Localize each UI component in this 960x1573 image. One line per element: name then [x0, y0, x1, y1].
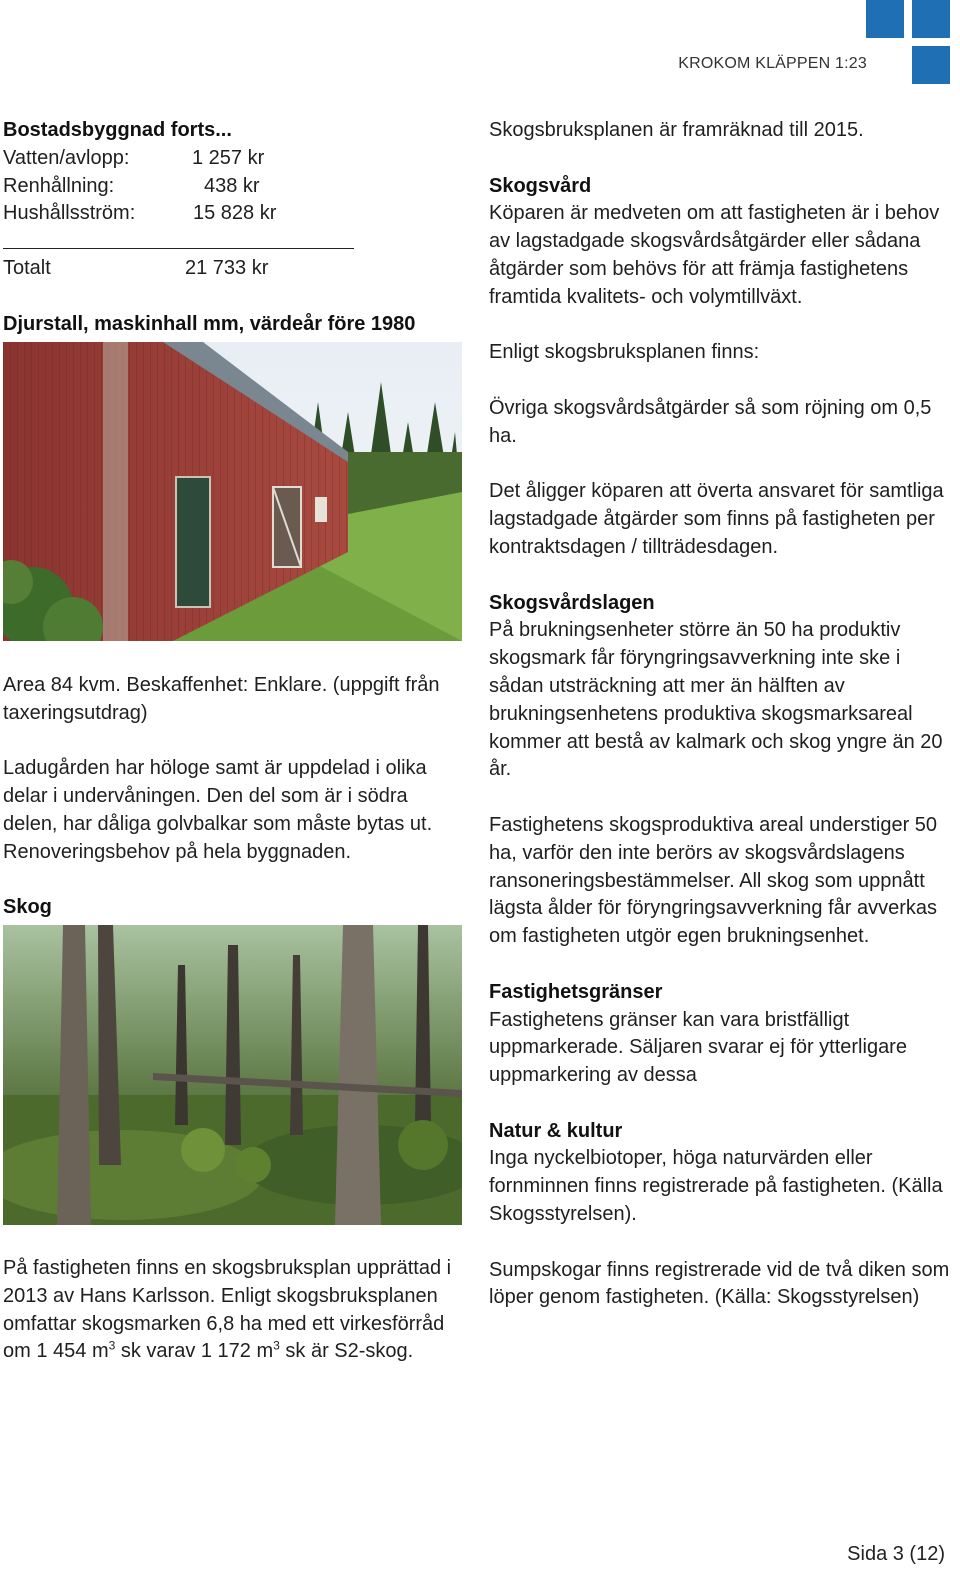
costs-block [3, 117, 463, 228]
total-divider [3, 248, 354, 249]
section-title: Bostadsbyggnad forts... [3, 119, 232, 141]
page-number: Sida 3 (12) [847, 1543, 945, 1565]
plan-contains-text: Enligt skogsbruksplanen finns: [489, 341, 760, 364]
law-text-2: Fastighetens skogsproduktiva areal understiger 50 ha, varför den inte berörs av skogsvårdslagens ransoneringsbestämmelser. All skog som uppnått lägsta ålder för föryngringsavverkning får avverkas om fastigheten utgör egen brukningsenhet. [489, 813, 938, 948]
barn-area: Area 84 kvm. Beskaffenhet: Enklare. (uppgift från taxeringsutdrag) [3, 674, 440, 724]
law-text: På brukningsenheter större än 50 ha produktiv skogsmark får föryngringsavverkning inte ske i sådan utsträckning att mer än hälften av brukningsenhetens produktiva skogsmarksareal kommer att bestå av kalmark och skog yngre än 20 år. [489, 619, 943, 781]
cost-value: 438 kr [204, 174, 260, 197]
cost-row [3, 145, 463, 173]
skogsvard-text: Köparen är medveten om att fastigheten är i behov av lagstadgade skogsvårdsåtgärder eller sådana åtgärder som behövs för att främja fastighetens framtida kvalitets- och volymtillväxt. [489, 202, 940, 308]
nature-text: Inga nyckelbiotoper, höga naturvärden eller fornminnen finns registrerade på fastigheten. (Källa Skogsstyrelsen). [489, 1147, 943, 1226]
law-title: Skogsvårdslagen [489, 591, 655, 614]
swamp-text: Sumpskogar finns registrerade vid de två diken som löper genom fastigheten. (Källa: Skogsstyrelsen) [489, 1258, 950, 1309]
cost-value: 15 828 kr [193, 202, 277, 225]
skogsvard-title: Skogsvård [489, 174, 592, 197]
logo-square [866, 0, 904, 38]
borders-title: Fastighetsgränser [489, 980, 663, 1003]
barn-title: Djurstall, maskinhall mm, värdeår före 1980 [3, 313, 416, 335]
barn-description: Ladugården har hölоge samt är uppdelad i olika delar i undervåningen. Den del som är i södra delen, har dåliga golvbalkar som måste bytas ut. Renoveringsbehov på hela byggnaden. [3, 757, 433, 863]
other-measures-text: Övriga skogsvårdsåtgärder så som röjning om 0,5 ha. [489, 396, 932, 447]
cost-row [3, 200, 463, 228]
cost-label: Renhållning: [3, 174, 115, 197]
forest-plan-text: På fastigheten finns en skogsbruksplan upprättad i 2013 av Hans Karlsson. Enligt skogsbruksplanen omfattar skogsmarken 6,8 ha med ett virkesförråd om 1 454 $m^3$ sk varav 1 172 $m^3$ sk är S2-skog. [3, 1257, 452, 1363]
document-header: KROKOM KLÄPPEN 1:23 [678, 55, 867, 72]
nature-title: Natur & kultur [489, 1119, 623, 1142]
barn-photo [3, 342, 462, 641]
total-value: 21 733 kr [185, 257, 269, 279]
cost-label: Hushållsström: [3, 202, 136, 225]
cost-value: 1 257 kr [192, 146, 265, 169]
cost-label: Vatten/avlopp: [3, 146, 130, 169]
buyer-duty-text: Det åligger köparen att överta ansvaret för samtliga lagstadgade åtgärder som finns på fastigheten per kontraktsdagen / tillträdesdagen. [489, 480, 944, 558]
total-label: Totalt [3, 257, 51, 279]
logo-square [912, 46, 950, 84]
plan-year-text: Skogsbruksplanen är framräknad till 2015. [489, 119, 864, 141]
forest-photo [3, 925, 462, 1225]
logo-square [912, 0, 950, 38]
forest-title: Skog [3, 896, 52, 919]
cost-row [3, 173, 463, 201]
borders-text: Fastighetens gränser kan vara bristfälligt uppmarkerade. Säljaren svarar ej för ytterligare uppmarkering av dessa [489, 1008, 907, 1087]
total-row [3, 255, 463, 283]
